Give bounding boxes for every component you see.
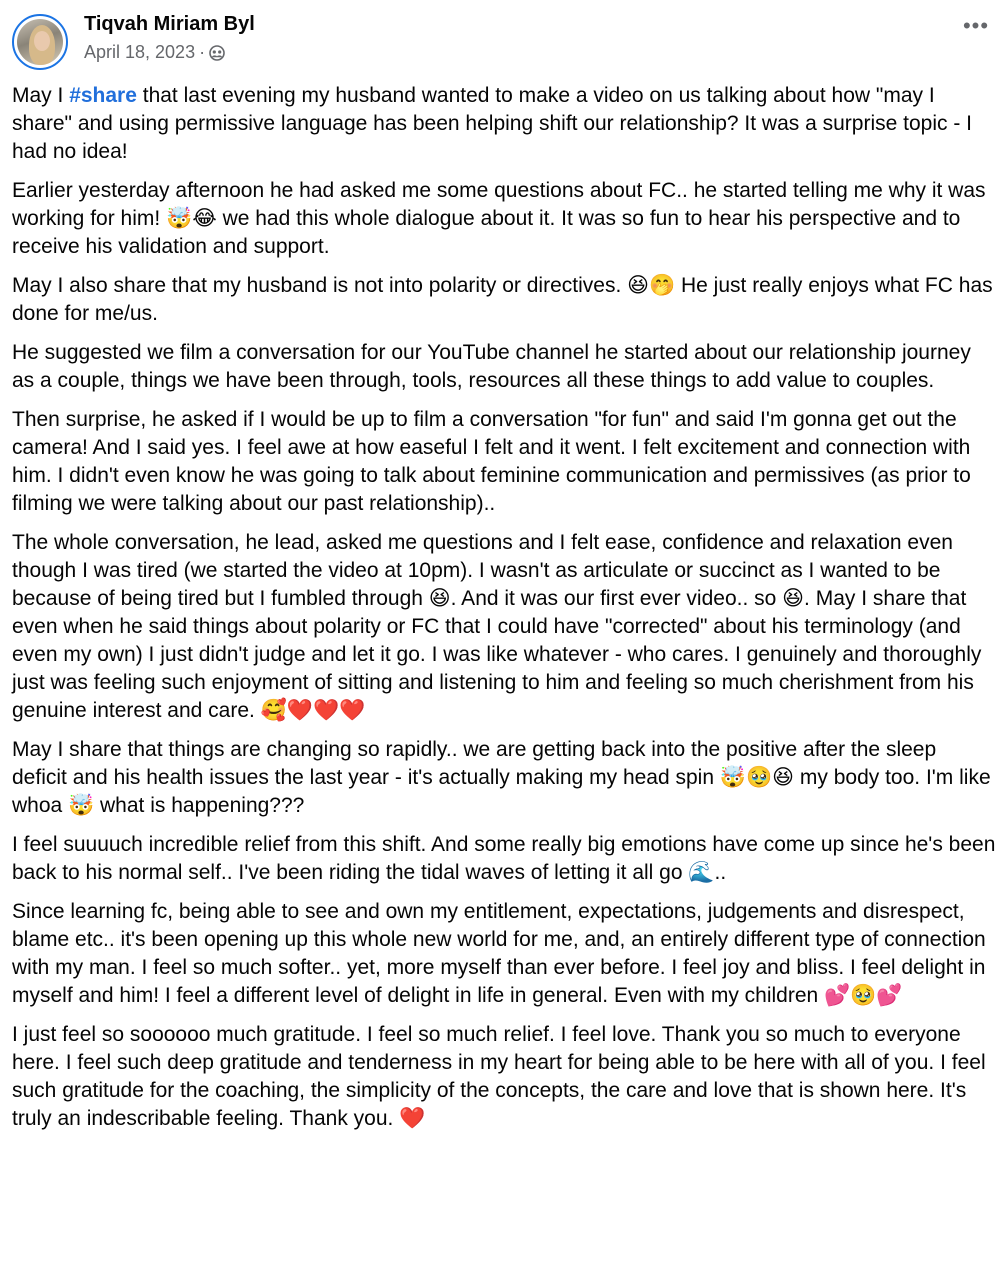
post-paragraph-1 [12, 82, 996, 166]
post-paragraph-8: I feel suuuuch incredible relief from this shift. And some really big emotions have come up since he's been back to his normal self.. I've been riding the tidal waves of letting it all go 🌊.. [12, 833, 996, 884]
post-header [12, 12, 994, 72]
post-paragraph-10: I just feel so soooooo much gratitude. I feel so much relief. I feel love. Thank you so much to everyone here. I feel such deep gratitude and tenderness in my heart for being able to be here with all of you. I feel such gratitude for the coaching, the simplicity of the concepts, the care and love that is shown here. It's truly an indescribable feeling. Thank you. ❤️ [12, 1023, 986, 1130]
post-paragraph-3: May I also share that my husband is not into polarity or directives. 😆🤭 He just really enjoys what FC has done for me/us. [12, 274, 993, 325]
more-options-button[interactable] [958, 12, 994, 40]
post-body [12, 82, 996, 1144]
avatar-photo [17, 19, 63, 65]
paragraph-text: May I [12, 84, 70, 107]
post-paragraph-4: He suggested we film a conversation for our YouTube channel he started about our relationship journey as a couple, things we have been through, tools, resources all these things to add value to couples. [12, 341, 971, 392]
author-name[interactable]: Tiqvah Miriam Byl [84, 13, 255, 35]
post-paragraph-6: The whole conversation, he lead, asked me questions and I felt ease, confidence and relaxation even though I was tired (we started the video at 10pm). I wasn't as articulate or succinct as I wanted to be because of being tired but I fumbled through 😆. And it was our first ever video.. so 😆. May I share that even when he said things about polarity or FC that I could have "corrected" about his terminology (and even my own) I just didn't judge and let it go. I was like whatever - who cares. I genuinely and thoroughly just was feeling such enjoyment of sitting and listening to him and feeling so much cherishment from his genuine interest and care. 🥰❤️❤️❤️ [12, 531, 982, 722]
more-icon: ••• [962, 13, 990, 38]
hashtag-link[interactable]: #share [69, 84, 137, 107]
post-paragraph-5: Then surprise, he asked if I would be up to film a conversation "for fun" and said I'm gonna get out the camera! And I said yes. I feel awe at how easeful I felt and it went. I felt excitement and connection with him. I didn't even know he was going to talk about feminine communication and permissives (as prior to filming we were talking about our past relationship).. [12, 408, 971, 515]
meta-separator: · [199, 42, 206, 62]
post-paragraph-9: Since learning fc, being able to see and own my entitlement, expectations, judgements and disrespect, blame etc.. it's been opening up this whole new world for me, and, an entirely different type of connection with my man. I feel so much softer.. yet, more myself than ever before. I feel joy and bliss. I feel delight in myself and him! I feel a different level of delight in life in general. Even with my children 💕🥹💕 [12, 900, 986, 1007]
post-date[interactable]: April 18, 2023 [84, 42, 196, 62]
group-icon[interactable] [209, 45, 225, 61]
avatar-face-shape [34, 31, 50, 51]
post-paragraph-7: May I share that things are changing so rapidly.. we are getting back into the positive after the sleep deficit and his health issues the last year - it's actually making my head spin 🤯🥹😆 my body too. I'm like whoa 🤯 what is happening??? [12, 738, 991, 817]
paragraph-text: that last evening my husband wanted to make a video on us talking about how "may I share" and using permissive language has been helping shift our relationship? It was a surprise topic - I had no idea! [12, 84, 973, 163]
avatar[interactable] [12, 14, 68, 70]
post-meta [84, 40, 225, 64]
post-paragraph-2: Earlier yesterday afternoon he had asked me some questions about FC.. he started telling me why it was working for him! 🤯😂 we had this whole dialogue about it. It was so fun to hear his perspective and to receive his validation and support. [12, 179, 986, 258]
